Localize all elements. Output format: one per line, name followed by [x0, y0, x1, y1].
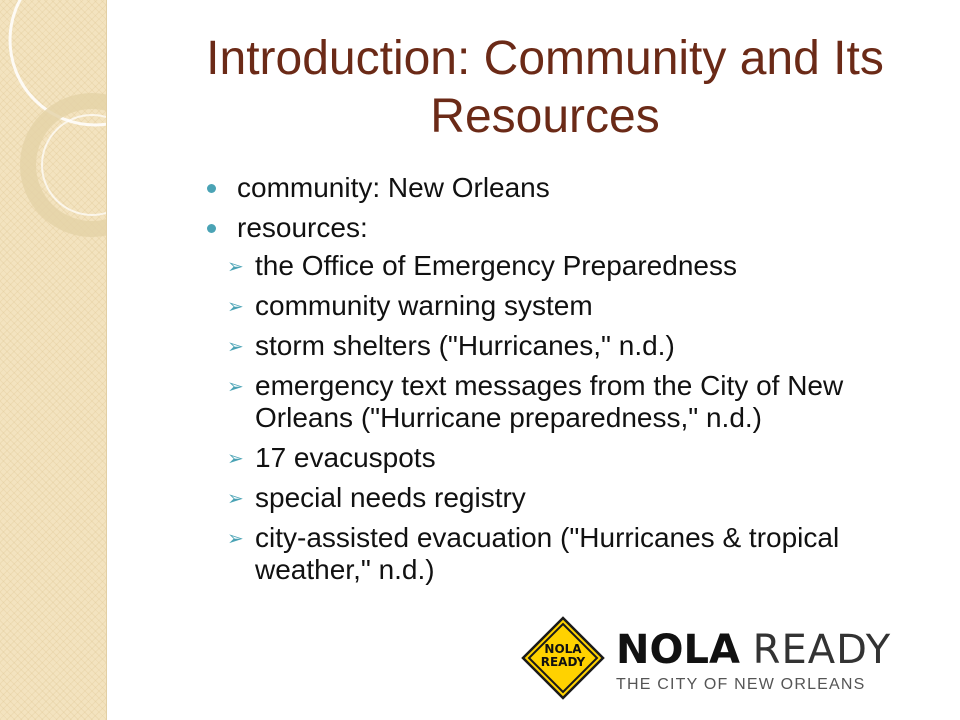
- resource-item: [205, 370, 905, 434]
- resource-text: the Office of Emergency Preparedness: [255, 250, 737, 281]
- arrow-bullet-icon: ➢: [227, 374, 244, 398]
- bullet-text: resources:: [237, 212, 368, 243]
- slide-title-line-1: Introduction: Community and Its: [206, 32, 884, 85]
- resource-text: special needs registry: [255, 482, 526, 513]
- decorative-side-panel: [0, 0, 107, 720]
- resource-item: [205, 522, 905, 586]
- resource-item: [205, 250, 905, 282]
- sign-label-line-1: NOLA: [544, 642, 582, 656]
- bullet-community: [205, 170, 905, 206]
- bullet-text: community: New Orleans: [237, 172, 550, 203]
- resource-text: emergency text messages from the City of New Orleans ("Hurricane preparedness," n.d.): [255, 370, 844, 433]
- nola-ready-logo: [520, 615, 900, 705]
- brand-word-bold: NOLA: [616, 627, 740, 673]
- resource-text: storm shelters ("Hurricanes," n.d.): [255, 330, 675, 361]
- arrow-bullet-icon: ➢: [227, 446, 244, 470]
- brand-wordmark: [616, 627, 891, 673]
- decorative-rings: [0, 0, 106, 720]
- arrow-bullet-icon: ➢: [227, 486, 244, 510]
- resource-item: [205, 330, 905, 362]
- resource-item: [205, 442, 905, 474]
- sign-label-line-2: READY: [540, 655, 586, 669]
- slide-title: [150, 30, 940, 146]
- brand-word-light: READY: [752, 627, 892, 673]
- sign-label: [538, 643, 588, 669]
- resource-text: 17 evacuspots: [255, 442, 436, 473]
- bullet-resources: [205, 210, 905, 246]
- brand-tagline: THE CITY OF NEW ORLEANS: [616, 676, 866, 693]
- slide-title-line-2: Resources: [430, 90, 660, 143]
- resource-item: [205, 290, 905, 322]
- resource-item: [205, 482, 905, 514]
- arrow-bullet-icon: ➢: [227, 294, 244, 318]
- resource-text: community warning system: [255, 290, 593, 321]
- slide-body: [205, 170, 905, 612]
- arrow-bullet-icon: ➢: [227, 526, 244, 550]
- bullet-dot-icon: [207, 184, 216, 193]
- bullet-dot-icon: [207, 224, 216, 233]
- resource-text: city-assisted evacuation ("Hurricanes & tropical weather," n.d.): [255, 522, 840, 585]
- arrow-bullet-icon: ➢: [227, 334, 244, 358]
- arrow-bullet-icon: ➢: [227, 254, 244, 278]
